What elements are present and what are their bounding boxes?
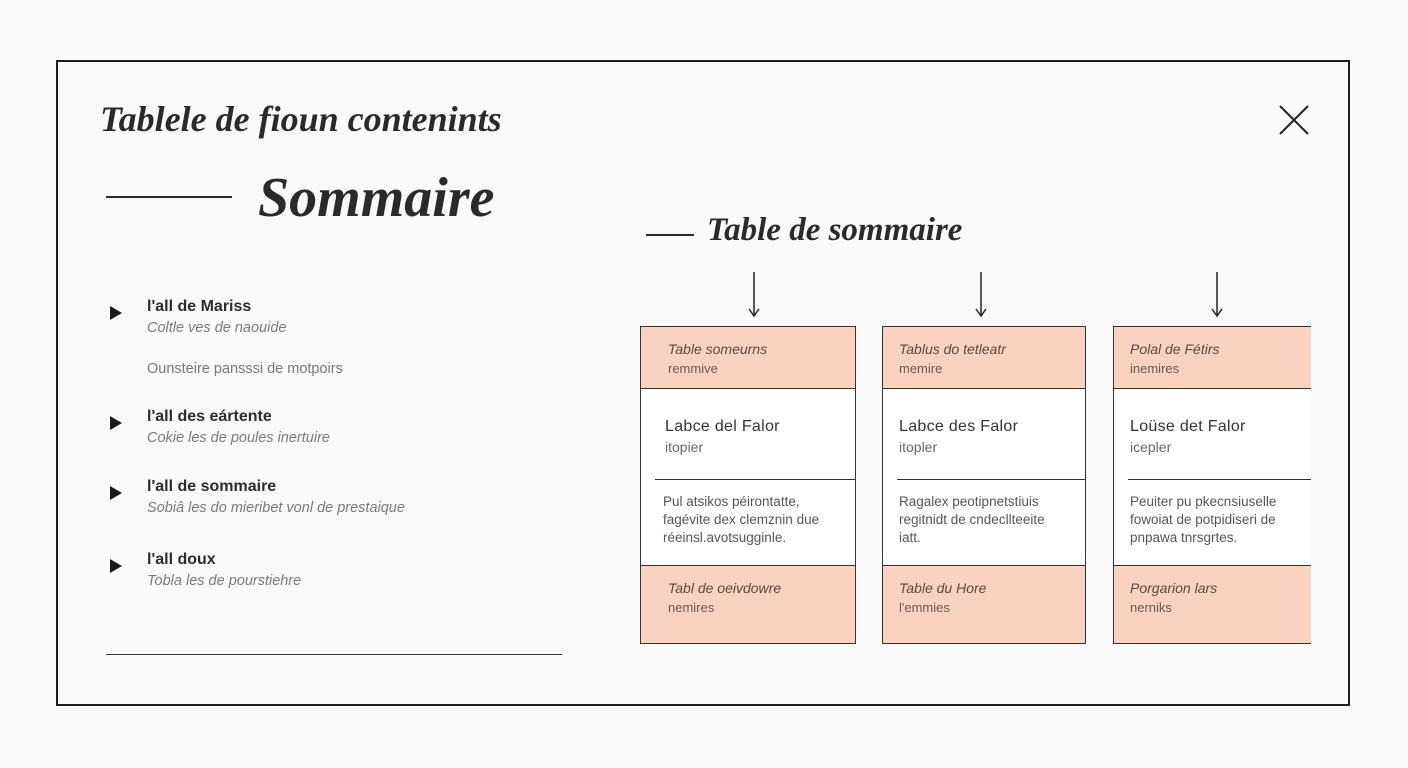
card-footer bbox=[1114, 565, 1311, 643]
summary-card[interactable] bbox=[640, 326, 856, 644]
toc-item-subtitle: Tobla les de pourstiehre bbox=[147, 573, 302, 589]
heading-rule bbox=[106, 196, 232, 198]
summary-dialog bbox=[56, 60, 1350, 706]
card-value-subtitle: itopier bbox=[665, 439, 704, 455]
card-divider bbox=[655, 479, 855, 480]
card-value-title: Loüse det Falor bbox=[1130, 418, 1246, 435]
card-header-title: Polal de Fétirs bbox=[1130, 341, 1220, 357]
toc-item-subtitle: Sobiâ les do mieribet vonl de prestaique bbox=[147, 500, 405, 516]
card-header-subtitle: memire bbox=[899, 361, 943, 376]
sommaire-heading: Sommaire bbox=[258, 167, 495, 229]
play-arrow-icon bbox=[110, 559, 122, 573]
toc-item-subtitle: Coltle ves de naouide bbox=[147, 320, 287, 336]
divider bbox=[106, 654, 562, 655]
card-description-line: Ragalex peotipnetstiuis bbox=[899, 494, 1039, 509]
toc-item-title: l'all des eártente bbox=[147, 408, 272, 425]
card-value-subtitle: icepler bbox=[1130, 439, 1172, 455]
close-button[interactable] bbox=[1276, 102, 1312, 138]
card-header bbox=[1114, 327, 1311, 389]
card-footer-title: Porgarion lars bbox=[1130, 580, 1218, 596]
card-value-title: Labce des Falor bbox=[899, 418, 1019, 435]
card-divider bbox=[897, 479, 1085, 480]
toc-item-title: l'all de Mariss bbox=[147, 298, 252, 315]
card-footer-title: Table du Hore bbox=[899, 580, 987, 596]
card-description bbox=[663, 493, 819, 547]
summary-card[interactable] bbox=[1113, 326, 1311, 644]
card-footer-subtitle: l'emmies bbox=[899, 600, 950, 615]
dialog-title: Tablele de fioun contenints bbox=[100, 99, 502, 139]
card-description-line: Peuiter pu pkecnsiuselle bbox=[1130, 494, 1277, 509]
toc-item-title: l'all de sommaire bbox=[147, 478, 277, 495]
card-description-line: réeinsl.avotsugginle. bbox=[663, 530, 787, 545]
card-value-title: Labce del Falor bbox=[665, 418, 780, 435]
toc-item-subtitle: Cokie les de poules inertuire bbox=[147, 430, 330, 446]
card-footer-subtitle: nerniks bbox=[1130, 600, 1172, 615]
card-description-line: fowoiat de potpidiseri de bbox=[1130, 512, 1276, 527]
toc-item-title: l'all doux bbox=[147, 551, 216, 568]
card-footer-subtitle: nemires bbox=[668, 600, 715, 615]
arrow-down-icon bbox=[748, 272, 760, 318]
card-header bbox=[883, 327, 1085, 389]
card-header-subtitle: remmive bbox=[668, 361, 718, 376]
table-heading-rule bbox=[646, 234, 694, 236]
arrow-down-icon bbox=[975, 272, 987, 318]
card-value-subtitle: itopler bbox=[899, 439, 938, 455]
card-header bbox=[641, 327, 855, 389]
card-divider bbox=[1128, 479, 1311, 480]
card-footer-title: Tabl de oeivdowre bbox=[668, 580, 782, 596]
toc-note: Ounsteire pansssi de motpoirs bbox=[147, 361, 343, 377]
card-footer bbox=[883, 565, 1085, 643]
card-footer bbox=[641, 565, 855, 643]
card-description-line: Pul atsikos péirontatte, bbox=[663, 494, 800, 509]
table-heading: Table de sommaire bbox=[707, 212, 963, 248]
card-description-line: regitnidt de cndecllteeite bbox=[899, 512, 1045, 527]
card-description bbox=[899, 493, 1045, 547]
card-description-line: fagévite dex clemznin due bbox=[663, 512, 820, 527]
card-description bbox=[1130, 493, 1276, 547]
close-icon bbox=[1276, 102, 1312, 138]
play-arrow-icon bbox=[110, 486, 122, 500]
play-arrow-icon bbox=[110, 306, 122, 320]
card-header-title: Tablus do tetleatr bbox=[899, 341, 1006, 357]
summary-card[interactable] bbox=[882, 326, 1086, 644]
arrow-down-icon bbox=[1211, 272, 1223, 318]
card-header-subtitle: inemires bbox=[1130, 361, 1180, 376]
card-description-line: pnpawa tnrsgrtes. bbox=[1130, 530, 1238, 545]
card-description-line: iatt. bbox=[899, 530, 921, 545]
play-arrow-icon bbox=[110, 416, 122, 430]
card-header-title: Table someurns bbox=[668, 341, 768, 357]
